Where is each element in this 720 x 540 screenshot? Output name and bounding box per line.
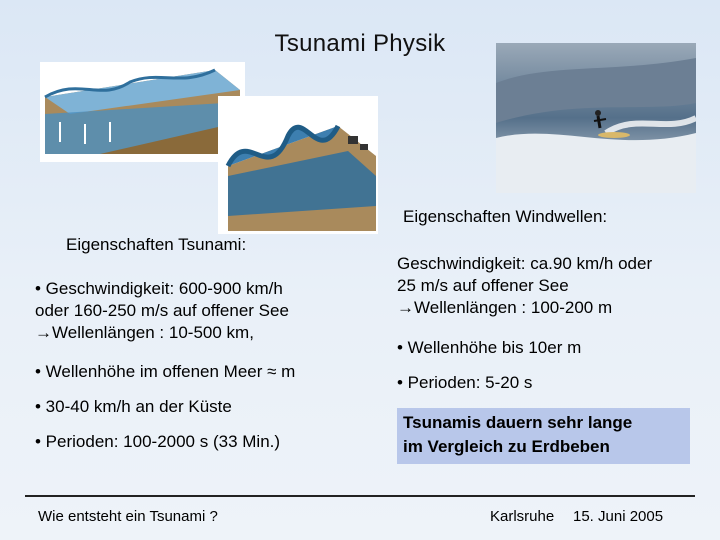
wind-wave-height-bullet: • Wellenhöhe bis 10er m bbox=[397, 338, 582, 357]
wind-wave-speed-line1: Geschwindigkeit: ca.90 km/h oder bbox=[397, 254, 653, 273]
tsunami-diagram-2 bbox=[218, 96, 378, 234]
tsunami-diagram-1 bbox=[40, 62, 245, 162]
tsunami-duration-highlight bbox=[397, 408, 690, 464]
tsunami-properties-heading: Eigenschaften Tsunami: bbox=[66, 235, 247, 254]
wind-wave-period-bullet: • Perioden: 5-20 s bbox=[397, 373, 533, 392]
tsunami-speed-bullet bbox=[35, 278, 289, 344]
footer-presentation-title: Wie entsteht ein Tsunami ? bbox=[38, 508, 218, 525]
tsunami-speed-line1: • Geschwindigkeit: 600-900 km/h bbox=[35, 279, 283, 298]
tsunami-wavelength-line: →Wellenlängen : 10-500 km, bbox=[35, 323, 254, 342]
wind-wave-speed-block bbox=[397, 253, 652, 319]
wind-wave-speed-line2: 25 m/s auf offener See bbox=[397, 276, 569, 295]
tsunami-wave-height-bullet: • Wellenhöhe im offenen Meer ≈ m bbox=[35, 362, 296, 381]
highlight-line2: im Vergleich zu Erdbeben bbox=[403, 437, 610, 456]
tsunami-coast-speed-bullet: • 30-40 km/h an der Küste bbox=[35, 397, 232, 416]
highlight-line1: Tsunamis dauern sehr lange bbox=[403, 413, 633, 432]
wind-wave-wavelength-line: →Wellenlängen : 100-200 m bbox=[397, 298, 613, 317]
tsunami-speed-line2: oder 160-250 m/s auf offener See bbox=[35, 301, 289, 320]
slide-title: Tsunami Physik bbox=[274, 30, 446, 57]
footer-date: 15. Juni 2005 bbox=[573, 508, 664, 525]
footer-location: Karlsruhe bbox=[490, 508, 555, 525]
surfer-photo bbox=[496, 43, 696, 193]
wind-wave-properties-heading: Eigenschaften Windwellen: bbox=[403, 207, 608, 226]
tsunami-period-bullet: • Perioden: 100-2000 s (33 Min.) bbox=[35, 432, 281, 451]
footer-divider bbox=[25, 495, 695, 497]
